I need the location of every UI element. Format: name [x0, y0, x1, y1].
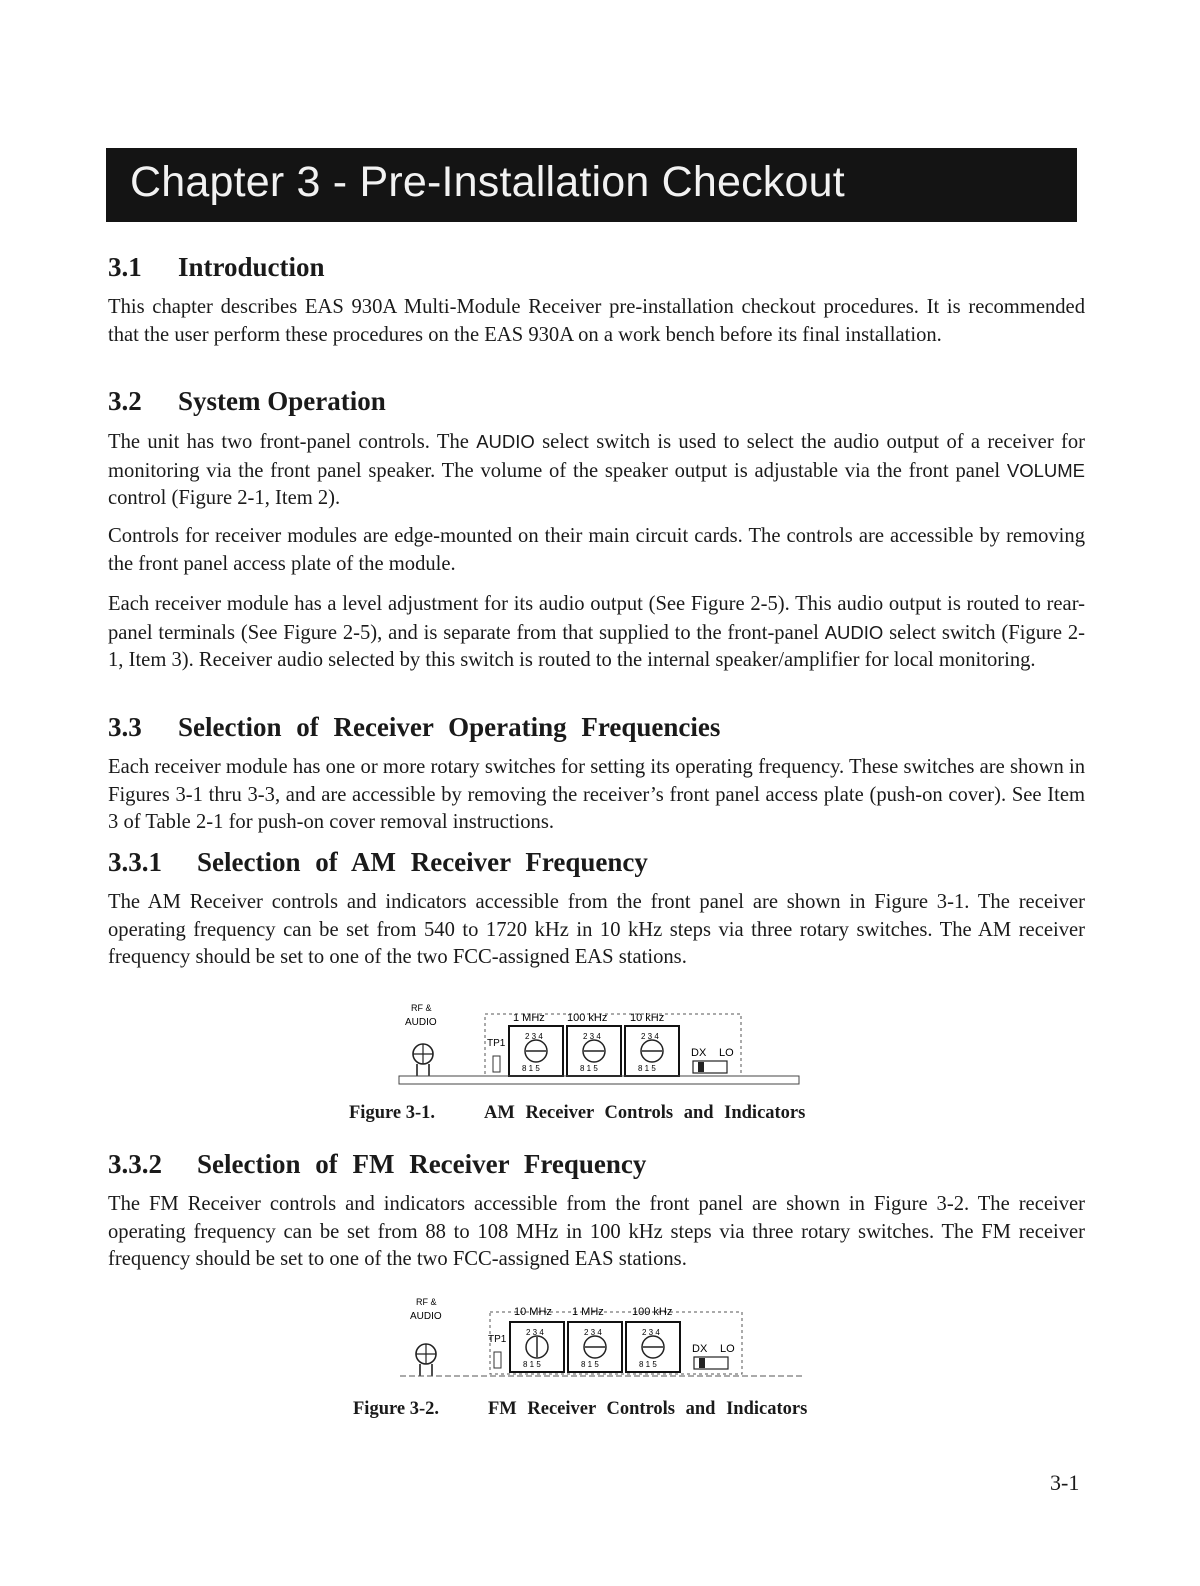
fm-receiver-diagram: [398, 1292, 808, 1386]
switch-label-2: 1 MHz: [572, 1306, 604, 1318]
rf-audio-connector-icon: [413, 1044, 433, 1076]
svg-text:2 3 4: 2 3 4: [641, 1032, 659, 1041]
section-title: Selection of FM Receiver Frequency: [197, 1149, 647, 1179]
section-title: System Operation: [178, 386, 386, 416]
text-run: select switch is used to select the audio output of a receiver for monitoring via the front panel speaker. The volume of the speaker output is adjustable via the front panel: [108, 431, 1086, 482]
svg-text:8 1 5: 8 1 5: [638, 1064, 656, 1073]
rf-audio-connector-icon: [416, 1344, 436, 1376]
section-number: 3.3.2: [108, 1149, 162, 1179]
caption-label: Figure 3-2.: [353, 1399, 439, 1419]
lo-label: LO: [719, 1047, 734, 1059]
rf-audio-label: AUDIO: [410, 1311, 442, 1322]
svg-text:2 3 4: 2 3 4: [642, 1328, 660, 1337]
section-title: Selection of Receiver Operating Frequencies: [178, 712, 721, 742]
term-audio: AUDIO: [824, 621, 884, 643]
svg-text:8 1 5: 8 1 5: [581, 1360, 599, 1369]
rf-audio-label: RF &: [411, 1003, 432, 1013]
tp1-label: TP1: [487, 1038, 506, 1049]
switch-label-3: 100 kHz: [632, 1306, 673, 1318]
tp1-test-point-icon: [493, 1056, 500, 1072]
rotary-switch-icon: [626, 1322, 680, 1372]
term-audio: AUDIO: [476, 431, 535, 452]
rotary-switch-icon: [567, 1026, 621, 1076]
caption-text: AM Receiver Controls and Indicators: [484, 1103, 806, 1123]
chapter-banner: [106, 148, 1077, 222]
am-receiver-diagram: [395, 998, 805, 1090]
rotary-switch-icon: [625, 1026, 679, 1076]
figure-caption-3-1: [349, 1103, 805, 1124]
paragraph-am-receiver: The AM Receiver controls and indicators accessible from the front panel are shown in Figure 3-1. The receiver operating frequency can be set from 540 to 1720 kHz in 10 kHz steps via three rotary switches. The AM receiver frequency should be set to one of the two FCC-assigned EAS stations.: [108, 891, 1085, 969]
svg-text:2 3 4: 2 3 4: [583, 1032, 601, 1041]
dx-label: DX: [691, 1047, 707, 1059]
section-number: 3.3: [108, 712, 142, 742]
svg-text:2 3 4: 2 3 4: [526, 1328, 544, 1337]
svg-text:2 3 4: 2 3 4: [584, 1328, 602, 1337]
text-run: control (Figure 2-1, Item 2).: [108, 487, 341, 510]
section-heading-3-3-2: [108, 1149, 646, 1180]
paragraph-system-operation-2: Controls for receiver modules are edge-mounted on their main circuit cards. The controls are accessible by removing the front panel access plate of the module.: [108, 525, 1085, 575]
chapter-title: Chapter 3 - Pre-Installation Checkout: [130, 158, 845, 206]
svg-text:2 3 4: 2 3 4: [525, 1032, 543, 1041]
section-number: 3.2: [108, 386, 142, 416]
dx-label: DX: [692, 1343, 708, 1355]
caption-text: FM Receiver Controls and Indicators: [488, 1399, 808, 1419]
figure-caption-3-2: [353, 1399, 807, 1420]
section-title: Selection of AM Receiver Frequency: [197, 847, 648, 877]
tp1-label: TP1: [488, 1334, 507, 1345]
page-number: 3-1: [1050, 1470, 1080, 1495]
svg-text:8 1 5: 8 1 5: [522, 1064, 540, 1073]
switch-label-3: 10 kHz: [630, 1012, 665, 1024]
rotary-switch-icon: [510, 1322, 564, 1372]
paragraph-operating-frequencies: Each receiver module has one or more rotary switches for setting its operating frequency. These switches are shown in Figures 3-1 thru 3-3, and are accessible by removing the receiver’s front panel access plate (push-on cover). See Item 3 of Table 2-1 for push-on cover removal instructions.: [108, 756, 1085, 834]
rotary-switch-icon: [568, 1322, 622, 1372]
section-heading-3-1: [108, 252, 325, 283]
section-heading-3-3: [108, 712, 720, 743]
svg-text:8 1 5: 8 1 5: [523, 1360, 541, 1369]
svg-text:8 1 5: 8 1 5: [639, 1360, 657, 1369]
text-run: The unit has two front-panel controls. The: [108, 431, 477, 453]
text-run: select switch (Figure 2-1, Item 3). Receiver audio selected by this switch is routed to the internal speaker/amplifier for local monitoring.: [108, 621, 1085, 672]
section-heading-3-2: [108, 386, 386, 417]
switch-label-2: 100 kHz: [567, 1012, 608, 1024]
section-title: Introduction: [178, 252, 325, 282]
paragraph-introduction: This chapter describes EAS 930A Multi-Module Receiver pre-installation checkout procedures. It is recommended that the user perform these procedures on the EAS 930A on a work bench before its final installation.: [108, 296, 1085, 346]
switch-label-1: 10 MHz: [514, 1306, 552, 1318]
rf-audio-label: AUDIO: [405, 1017, 437, 1028]
rotary-switch-icon: [509, 1026, 563, 1076]
paragraph-system-operation-3: [108, 591, 1085, 675]
rf-audio-label: RF &: [416, 1297, 437, 1307]
lo-label: LO: [720, 1343, 735, 1355]
svg-text:8 1 5: 8 1 5: [580, 1064, 598, 1073]
tp1-test-point-icon: [494, 1352, 501, 1368]
paragraph-fm-receiver: The FM Receiver controls and indicators accessible from the front panel are shown in Figure 3-2. The receiver operating frequency can be set from 88 to 108 MHz in 100 kHz steps via three rotary switches. The FM receiver frequency should be set to one of the two FCC-assigned EAS stations.: [108, 1193, 1085, 1271]
section-number: 3.3.1: [108, 847, 162, 877]
circuit-card-edge: [399, 1076, 799, 1084]
text-run: Each receiver module has a level adjustment for its audio output (See Figure 2-5). This audio output is routed to rear-panel terminals (See Figure 2-5), and is separate from that supplied to the front-panel: [108, 593, 1085, 644]
section-heading-3-3-1: [108, 847, 648, 878]
term-volume: VOLUME: [1006, 459, 1085, 481]
paragraph-system-operation-1: [108, 428, 1085, 513]
switch-label-1: 1 MHz: [513, 1012, 545, 1024]
section-number: 3.1: [108, 252, 142, 282]
caption-label: Figure 3-1.: [349, 1103, 435, 1123]
